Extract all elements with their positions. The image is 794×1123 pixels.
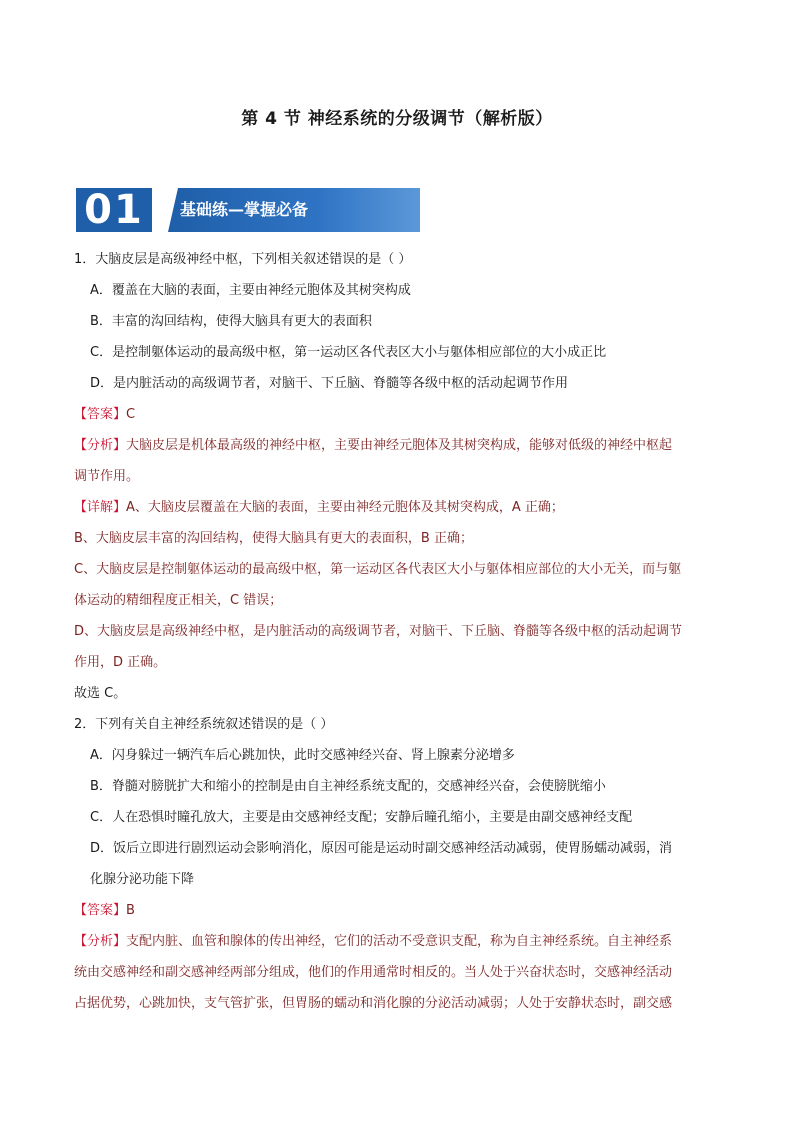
question-1-answer [74, 399, 724, 430]
detail-line: 作用，D 正确。 [74, 655, 167, 670]
question-1-option-b: B．丰富的沟回结构，使得大脑具有更大的表面积 [90, 314, 372, 329]
answer-tag: 【答案】 [74, 903, 127, 918]
answer-tag: 【答案】 [74, 407, 127, 422]
analysis-line: 支配内脏、血管和腺体的传出神经，它们的活动不受意识支配，称为自主神经系统。自主神经系 [126, 934, 673, 949]
section-label: 基础练—掌握必备 [180, 200, 309, 219]
question-1-option-d: D．是内脏活动的高级调节者，对脑干、下丘脑、脊髓等各级中枢的活动起调节作用 [90, 376, 569, 391]
question-1-stem: 1．大脑皮层是高级神经中枢，下列相关叙述错误的是（ ） [74, 252, 412, 267]
question-2-option-c: C．人在恐惧时瞳孔放大，主要是由交感神经支配；安静后瞳孔缩小，主要是由副交感神经支配 [90, 810, 633, 825]
analysis-tag: 【分析】 [74, 438, 127, 453]
analysis-line: 大脑皮层是机体最高级的神经中枢，主要由神经元胞体及其树突构成，能够对低级的神经中枢起 [126, 438, 673, 453]
section-banner [76, 188, 344, 232]
detail-tag: 【详解】 [74, 500, 127, 515]
question-2-option-a: A．闪身躲过一辆汽车后心跳加快，此时交感神经兴奋、肾上腺素分泌增多 [90, 748, 515, 763]
analysis-line: 统由交感神经和副交感神经两部分组成，他们的作用通常时相反的。当人处于兴奋状态时，交感神经活动 [74, 965, 673, 980]
question-2-option-b: B．脊髓对膀胱扩大和缩小的控制是由自主神经系统支配的，交感神经兴奋，会使膀胱缩小 [90, 779, 606, 794]
detail-line: A、大脑皮层覆盖在大脑的表面，主要由神经元胞体及其树突构成，A 正确； [126, 500, 564, 515]
question-content [74, 244, 724, 1019]
question-2-analysis [74, 926, 724, 957]
question-1-analysis [74, 430, 724, 461]
analysis-tag: 【分析】 [74, 934, 127, 949]
question-2-answer [74, 895, 724, 926]
question-2-option-d-continued: 化腺分泌功能下降 [90, 872, 195, 887]
page-title: 第 4 节 神经系统的分级调节（解析版） [241, 109, 553, 129]
detail-line: B、大脑皮层丰富的沟回结构，使得大脑具有更大的表面积，B 正确； [74, 531, 473, 546]
analysis-line: 占据优势，心跳加快，支气管扩张，但胃肠的蠕动和消化腺的分泌活动减弱；人处于安静状态时，副交感 [74, 996, 673, 1011]
question-1-detail [74, 492, 724, 523]
question-2-stem: 2．下列有关自主神经系统叙述错误的是（ ） [74, 717, 334, 732]
question-1-conclusion: 故选 C。 [74, 686, 127, 701]
analysis-line: 调节作用。 [74, 469, 140, 484]
answer-value: C [126, 407, 136, 422]
detail-line: D、大脑皮层是高级神经中枢，是内脏活动的高级调节者，对脑干、下丘脑、脊髓等各级中枢的活动起调节 [74, 624, 683, 639]
detail-line: C、大脑皮层是控制躯体运动的最高级中枢，第一运动区各代表区大小与躯体相应部位的大小无关，而与躯 [74, 562, 682, 577]
answer-value: B [126, 903, 135, 918]
detail-line: 体运动的精细程度正相关，C 错误； [74, 593, 283, 608]
question-2-option-d: D．饭后立即进行剧烈运动会影响消化，原因可能是运动时副交感神经活动减弱，使胃肠蠕动减弱，消 [90, 841, 673, 856]
section-number: 01 [76, 188, 152, 232]
question-1-option-c: C．是控制躯体运动的最高级中枢，第一运动区各代表区大小与躯体相应部位的大小成正比 [90, 345, 607, 360]
question-1-option-a: A．覆盖在大脑的表面，主要由神经元胞体及其树突构成 [90, 283, 411, 298]
